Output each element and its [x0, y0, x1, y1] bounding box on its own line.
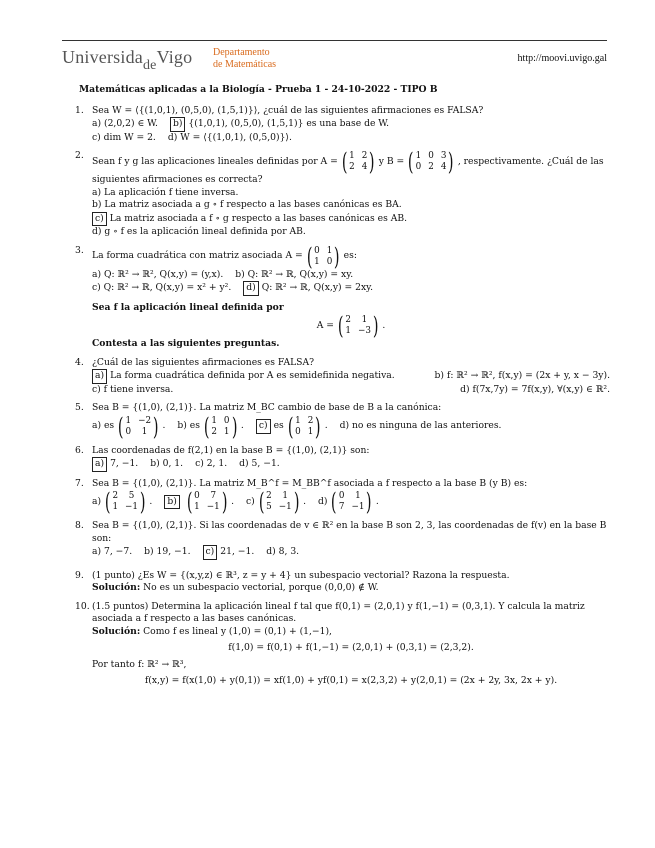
exam-body — [75, 84, 610, 694]
matrix-cell: 1 — [349, 151, 355, 161]
matrix-cell: 0 — [194, 491, 200, 501]
option-c: es — [273, 420, 284, 432]
option-b: {(1,0,1), (0,5,0), (1,5,1)} es una base de W. — [188, 118, 390, 129]
matrix-cell: 2 — [361, 151, 368, 161]
matrix-cell: −1 — [206, 502, 220, 512]
matrix-cell: −2 — [138, 415, 152, 426]
question-number: 10. — [75, 600, 90, 612]
matrix-cell: 2 — [211, 426, 217, 437]
question-number: 7. — [75, 477, 84, 489]
section-outro-text: Contesta a las siguientes preguntas. — [92, 338, 280, 349]
page-header — [62, 40, 607, 73]
matrix-cell: 0 — [223, 415, 230, 426]
university-logo — [62, 47, 193, 73]
option-d: d) — [318, 495, 328, 507]
stem-part: siguientes afirmaciones es correcta? — [92, 174, 263, 185]
option-c-row — [92, 212, 610, 227]
option-c: La matriz asociada a f ∘ g respecto a las bases canónicas es AB. — [109, 212, 408, 224]
matrix-cell: 2 — [307, 415, 314, 426]
option-a: a) La aplicación f tiene inversa. — [92, 186, 239, 198]
solution-text: No es un subespacio vectorial, porque (0,0,0) ∉ W. — [143, 582, 379, 593]
matrix-cell: 2 — [266, 491, 272, 501]
section-matrix-row: A = ( 2 1 1 −3 ) . — [316, 312, 386, 340]
logo-text-de: de — [142, 58, 157, 73]
option-b: b) 19, −1. — [144, 546, 191, 557]
matrix-cell: 2 — [345, 315, 351, 325]
matrix-cell: 1 — [223, 426, 230, 437]
matrix-cell: 7 — [338, 502, 345, 512]
matrix-cell: 2 — [349, 162, 355, 172]
matrix-cell: 0 — [295, 426, 301, 437]
option-b-selected-box: b) — [170, 117, 185, 132]
option-a-matrix: ( 1 −2 0 1 ) — [118, 412, 159, 441]
option-d: d) f(7x,7y) = 7f(x,y), ∀(x,y) ∈ ℝ². — [460, 383, 610, 395]
option-a-matrix: ( 2 5 1 −1 ) — [104, 488, 146, 516]
exam-title: Matemáticas aplicadas a la Biología - Prueba 1 - 24-10-2022 - TIPO B — [79, 84, 438, 95]
matrix-cell: 0 — [314, 245, 320, 256]
header-url: http://moovi.uvigo.gal — [517, 53, 607, 64]
question-stem: (1 punto) ¿Es W = {(x,y,z) ∈ ℝ³, z = y + 4} un subespacio vectorial? Razona la respuesta. — [92, 569, 510, 581]
logo-text-end: Vigo — [156, 47, 193, 67]
option-c: 21, −1. — [220, 546, 255, 557]
question-stem: Sea W = ⟨{(1,0,1), (0,5,0), (1,5,1)}⟩, ¿cuál de las siguientes afirmaciones es FALSA? — [92, 104, 484, 116]
matrix-cell: −1 — [351, 502, 365, 512]
matrix-B: ( 1 0 3 0 2 4 ) — [408, 148, 454, 176]
options-row — [92, 117, 610, 132]
question-number: 4. — [75, 356, 84, 368]
question-8 — [75, 520, 610, 560]
options-row — [92, 369, 610, 384]
solution-text-2: Por tanto f: ℝ² → ℝ³, — [92, 658, 187, 670]
matrix-cell: 0 — [415, 162, 422, 172]
option-d: d) 5, −1. — [239, 458, 280, 469]
option-b: b) La matriz asociada a g ∘ f respecto a las bases canónicas es BA. — [92, 199, 402, 210]
matrix-cell: 5 — [266, 502, 272, 512]
question-number: 5. — [75, 402, 84, 413]
question-stem: ¿Cuál de las siguientes afirmaciones es FALSA? — [92, 356, 315, 368]
matrix-cell: 0 — [338, 491, 345, 501]
solution-text: Como f es lineal y (1,0) = (0,1) + (1,−1), — [143, 625, 332, 637]
option-c: c) dim W = 2. — [92, 131, 156, 143]
matrix-cell: 3 — [440, 151, 447, 161]
question-number: 3. — [75, 244, 84, 256]
question-3 — [75, 242, 610, 296]
option-c: c) 2, 1. — [195, 458, 228, 469]
question-2 — [75, 150, 610, 239]
option-b: b) es — [177, 420, 200, 432]
question-1 — [75, 105, 610, 145]
option-d-selected-box: d) — [243, 281, 258, 296]
options-row — [92, 457, 610, 472]
matrix-cell: 1 — [355, 491, 361, 501]
option-c-selected-box: c) — [92, 212, 107, 227]
stem-part: , respectivamente. ¿Cuál de las — [457, 155, 604, 167]
matrix-cell: 2 — [428, 162, 434, 172]
question-stem: Sea B = {(1,0), (2,1)}. Si las coordenadas de v ∈ ℝ² en la base B son 2, 3, las coordenadas de f(v) en la base B son: — [92, 520, 607, 544]
option-c: c) Q: ℝ² → ℝ, Q(x,y) = x² + y². — [92, 282, 232, 293]
matrix-cell: 1 — [345, 326, 351, 336]
option-d-matrix: ( 0 1 7 −1 ) — [331, 488, 372, 516]
matrix-cell: −1 — [278, 502, 292, 512]
matrix-cell: −1 — [125, 502, 139, 512]
matrix-cell: 4 — [361, 162, 368, 172]
option-c-matrix: ( 1 2 0 1 ) — [287, 412, 321, 441]
solution-label: Solución: — [92, 582, 141, 593]
option-b: b) f: ℝ² → ℝ², f(x,y) = (2x + y, x − 3y). — [434, 370, 610, 381]
option-b: b) 0, 1. — [150, 458, 184, 469]
option-a: La forma cuadrática definida por A es semidefinida negativa. — [110, 370, 395, 381]
option-a: a) (2,0,2) ∈ W. — [92, 118, 158, 129]
option-d: d) no es ninguna de las anteriores. — [339, 420, 502, 432]
dept-line-1: Departamento — [213, 47, 270, 58]
matrix-cell: 7 — [210, 491, 217, 501]
matrix-cell: 1 — [141, 426, 148, 437]
options-row — [92, 281, 610, 296]
equation-1: f(1,0) = f(0,1) + f(1,−1) = (2,0,1) + (0,3,1) = (2,3,2). — [228, 642, 474, 653]
option-c: c) — [246, 495, 255, 507]
option-b-selected-box: b) — [164, 495, 179, 510]
question-6 — [75, 445, 610, 472]
question-stem: (1.5 puntos) Determina la aplicación lineal f tal que f(0,1) = (2,0,1) y f(1,−1) = (0,3,1). Y calcula la matriz asociada a f respecto a las bases canónicas. — [92, 600, 585, 624]
option-d: d) 8, 3. — [266, 546, 300, 557]
option-d: d) W = ⟨{(1,0,1), (0,5,0)}⟩. — [167, 131, 292, 143]
matrix-cell: −3 — [357, 326, 371, 336]
matrix-A: ( 0 1 1 0 ) — [306, 242, 340, 271]
matrix-cell: 0 — [428, 151, 434, 161]
option-c-matrix: ( 2 1 5 −1 ) — [258, 488, 300, 516]
options-row — [92, 269, 610, 282]
option-a: a) Q: ℝ² → ℝ², Q(x,y) = (y,x). — [92, 268, 224, 280]
matrix-cell: 0 — [326, 256, 333, 267]
stem-part: Sean f y g las aplicaciones lineales definidas por A = — [92, 155, 338, 167]
option-c-selected-box: c) — [256, 419, 271, 434]
matrix-cell: 1 — [314, 256, 320, 267]
question-4 — [75, 357, 610, 397]
matrix-cell: 1 — [211, 415, 217, 426]
question-number: 6. — [75, 444, 84, 456]
question-number: 9. — [75, 569, 84, 581]
section-intro — [92, 302, 610, 351]
options-row — [92, 132, 610, 145]
solution-label: Solución: — [92, 625, 141, 637]
options-row — [92, 545, 610, 560]
stem-part: y B = — [378, 155, 405, 167]
matrix-cell: 1 — [361, 315, 368, 325]
matrix-cell: 1 — [125, 415, 132, 426]
matrix-A: ( 2 1 1 −3 ) — [337, 312, 379, 340]
matrix-cell: 1 — [307, 426, 314, 437]
option-a: 7, −1. — [110, 458, 139, 469]
option-a: a) — [92, 495, 102, 507]
option-a: a) es — [92, 420, 115, 432]
matrix-cell: 1 — [295, 415, 301, 426]
option-d: Q: ℝ² → ℝ, Q(x,y) = 2xy. — [261, 282, 374, 293]
option-b-matrix: ( 0 7 1 −1 ) — [186, 488, 228, 516]
section-intro-text: Sea f la aplicación lineal definida por — [92, 301, 284, 313]
matrix-cell: 2 — [112, 491, 119, 501]
option-a-selected-box: a) — [92, 457, 107, 472]
options-row: a) es ( 1 −2 0 1 ) . b) es ( 1 0 2 1 ) . c) es ( 1 2 0 1 ) . d) no es ninguna de las anteriores. — [92, 412, 502, 441]
question-5 — [75, 402, 610, 439]
options-row: a) ( 2 5 1 −1 ) . b) ( 0 7 1 −1 ) . c) ( 2 1 5 −1 ) . d) ( 0 1 7 −1 ) . — [92, 488, 379, 516]
option-b-matrix: ( 1 0 2 1 ) — [203, 412, 238, 441]
matrix-cell: 1 — [282, 491, 289, 501]
equation-2: f(x,y) = f(x(1,0) + y(0,1)) = xf(1,0) + yf(0,1) = x(2,3,2) + y(2,0,1) = (2x + 2y, 3x, 2x + y). — [144, 675, 558, 686]
matrix-cell: 5 — [128, 491, 135, 501]
question-stem — [92, 150, 610, 174]
option-a-selected-box: a) — [92, 369, 107, 384]
question-stem — [92, 242, 610, 271]
question-7 — [75, 478, 610, 515]
question-stem: Las coordenadas de f(2,1) en la base B = {(1,0), (2,1)} son: — [92, 444, 370, 456]
stem-part: es: — [343, 250, 357, 262]
matrix-cell: 1 — [415, 151, 422, 161]
matrix-A: ( 1 2 2 4 ) — [341, 148, 375, 176]
dept-line-2: de Matemáticas — [213, 59, 277, 70]
matrix-cell: 1 — [326, 245, 333, 256]
question-number: 2. — [75, 150, 84, 161]
stem-part: La forma cuadrática con matriz asociada A = — [92, 250, 303, 262]
option-c-selected-box: c) — [203, 545, 218, 560]
question-number: 8. — [75, 520, 84, 531]
options-row — [92, 384, 610, 397]
question-9 — [75, 570, 610, 595]
question-10 — [75, 601, 610, 688]
matrix-cell: 4 — [440, 162, 447, 172]
matrix-cell: 1 — [194, 502, 200, 512]
option-c: c) f tiene inversa. — [92, 383, 174, 395]
matrix-label: A = — [316, 319, 334, 331]
matrix-cell: 0 — [125, 426, 132, 437]
department-name — [213, 47, 276, 71]
logo-text-main: Universida — [62, 47, 143, 67]
question-stem: Sea B = {(1,0), (2,1)}. La matriz M_BC cambio de base de B a la canónica: — [92, 402, 442, 413]
question-number: 1. — [75, 104, 84, 116]
option-a: a) 7, −7. — [92, 546, 133, 557]
matrix-cell: 1 — [112, 502, 119, 512]
question-stem: Sea B = {(1,0), (2,1)}. La matriz M_B^f = M_BB^f asociada a f respecto a la base B (y B) es: — [92, 477, 528, 489]
option-b: b) Q: ℝ² → ℝ, Q(x,y) = xy. — [235, 268, 354, 280]
option-d: d) g ∘ f es la aplicación lineal definida por AB. — [92, 226, 306, 237]
